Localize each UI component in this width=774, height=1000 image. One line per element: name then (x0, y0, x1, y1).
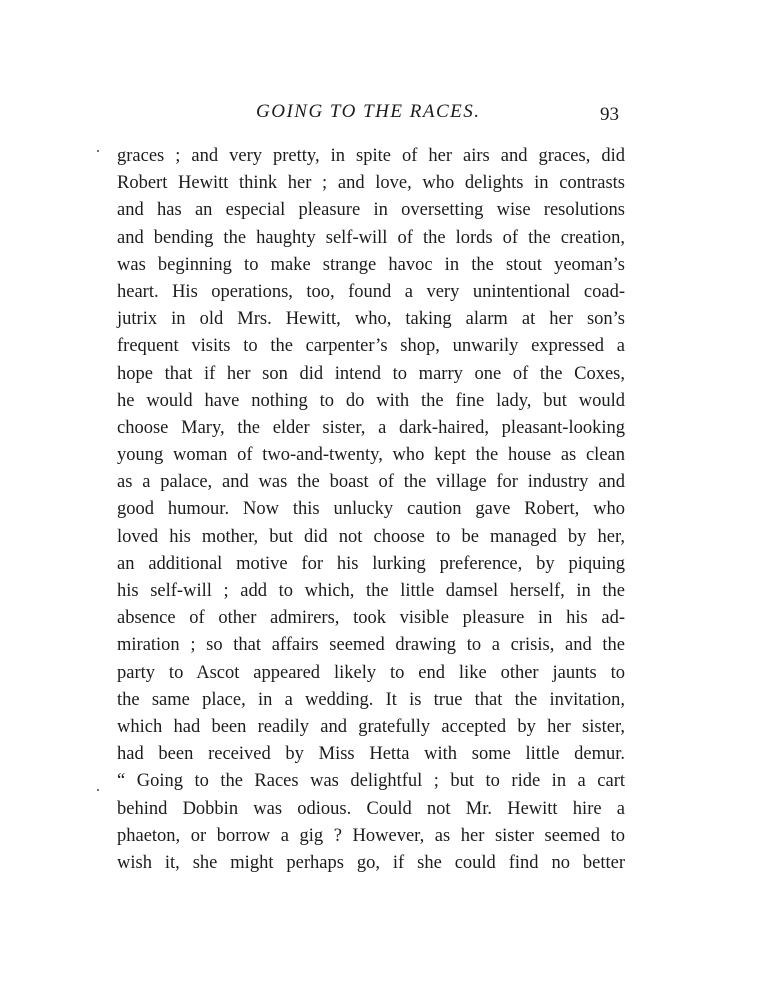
text-line: party to Ascot appeared likely to end like other jaunts to (117, 662, 625, 683)
text-line: behind Dobbin was odious. Could not Mr. Hewitt hire a (117, 798, 625, 819)
text-line: and has an especial pleasure in oversetting wise resolutions (117, 200, 625, 221)
print-speck (97, 789, 99, 791)
text-line: young woman of two-and-twenty, who kept the house as clean (117, 445, 625, 466)
text-line: jutrix in old Mrs. Hewitt, who, taking alarm at her son’s (117, 309, 625, 330)
text-line: an additional motive for his lurking preference, by piquing (117, 553, 625, 574)
print-speck (97, 150, 99, 152)
running-head-title: GOING TO THE RACES. (256, 101, 481, 122)
text-line: the same place, in a wedding. It is true that the invitation, (117, 689, 625, 710)
text-line: which had been readily and gratefully accepted by her sister, (117, 716, 625, 737)
text-line: absence of other admirers, took visible pleasure in his ad- (117, 608, 625, 629)
text-line: frequent visits to the carpenter’s shop, unwarily expressed a (117, 336, 625, 357)
page-number: 93 (600, 104, 619, 125)
text-line: heart. His operations, too, found a very unintentional coad- (117, 281, 625, 302)
text-line: as a palace, and was the boast of the village for industry and (117, 472, 625, 493)
text-line: Robert Hewitt think her ; and love, who delights in contrasts (117, 173, 625, 194)
text-line: good humour. Now this unlucky caution gave Robert, who (117, 499, 625, 520)
text-line: phaeton, or borrow a gig ? However, as her sister seemed to (117, 825, 625, 846)
text-line: choose Mary, the elder sister, a dark-haired, pleasant-looking (117, 417, 625, 438)
text-line: miration ; so that affairs seemed drawing to a crisis, and the (117, 635, 625, 656)
text-line: “ Going to the Races was delightful ; but to ride in a cart (117, 771, 625, 792)
text-line: was beginning to make strange havoc in the stout yeoman’s (117, 254, 625, 275)
text-line: wish it, she might perhaps go, if she could find no better (117, 852, 625, 873)
text-line: and bending the haughty self-will of the lords of the creation, (117, 227, 625, 248)
text-line: graces ; and very pretty, in spite of her airs and graces, did (117, 146, 625, 166)
text-line: loved his mother, but did not choose to be managed by her, (117, 526, 625, 547)
text-line: he would have nothing to do with the fine lady, but would (117, 390, 625, 411)
body-text (117, 143, 625, 877)
text-line: his self-will ; add to which, the little damsel herself, in the (117, 581, 625, 601)
text-line: had been received by Miss Hetta with some little demur. (117, 744, 625, 765)
text-line: hope that if her son did intend to marry one of the Coxes, (117, 363, 625, 384)
